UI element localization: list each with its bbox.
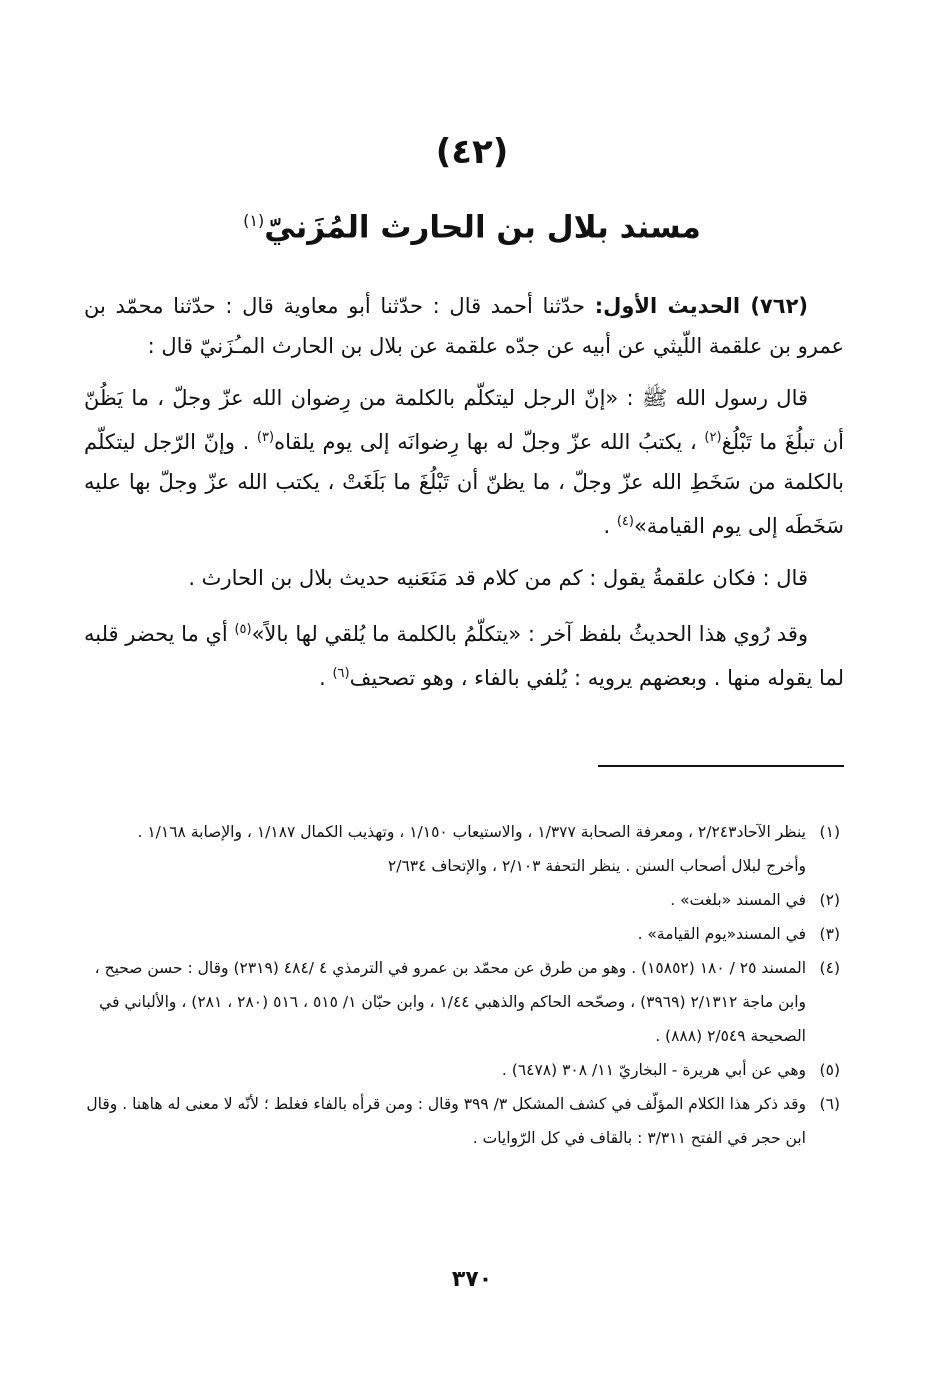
footnote-text: المسند ٢٥ / ١٨٠ (١٥٨٥٢) . وهو من طرق عن محمّد بن عمرو في الترمذي ٤ /٤٨٤ (٢٣١٩) وقال : حسن صحيح ، وابن ماجة ٢/١٣١٢ (٣٩٦٩) ، وصحّحه الحاكم والذهبي ١/٤٤ ، وابن حبّان ١/ ٥١٥ ، ٥١٦ (٢٨٠ ، ٢٨١) ، والألباني في الصحيحة ٢/٥٤٩ (٨٨٨) . xyxy=(94,959,806,1045)
matn-part-2: ، يكتبُ الله عزّ وجلّ له بها رِضوانَه إلى يوم يلقاه xyxy=(274,430,705,454)
footnote-text: في المسند«يوم القيامة» . xyxy=(637,925,806,943)
footnote-number: (١) xyxy=(819,823,840,841)
chapter-title-footnote-ref: (١) xyxy=(243,211,265,230)
alqama-paragraph: قال : فكان علقمةُ يقول : كم من كلام قد مَنَعَنيه حديث بلال بن الحارث . xyxy=(188,566,808,590)
variant-part-2: أي ما يحضر قلبه لما يقوله منها . وبعضهم يرويه : يُلفي بالفاء ، وهو تصحيف xyxy=(84,622,844,690)
footnote-3 xyxy=(84,917,840,951)
chapter-title-text: مسند بلال بن الحارث المُزَنيّ xyxy=(264,209,701,246)
footnote-ref-5: (٥) xyxy=(234,622,252,637)
footnote-divider xyxy=(598,765,844,767)
variant-part-1: وقد رُوي هذا الحديثُ بلفظ آخر : «يتكلّمُ بالكلمة ما يُلقي لها بالاً» xyxy=(251,622,808,646)
chapter-title xyxy=(0,196,944,252)
footnote-4 xyxy=(84,951,840,1053)
footnote-text: وهي عن أبي هريرة - البخاريّ ١١/ ٣٠٨ (٦٤٧٨) . xyxy=(501,1061,806,1079)
footnote-ref-2: (٢) xyxy=(704,430,722,445)
footnote-number: (٢) xyxy=(819,891,840,909)
variant-paragraph xyxy=(84,610,844,698)
footnote-ref-3: (٣) xyxy=(256,430,275,445)
hadith-isnad: حدّثنا أحمد قال : حدّثنا أبو معاوية قال : حدّثنا محمّد بن عمرو بن علقمة اللّيثي عن أبيه عن جدّه علقمة عن بلال بن الحارث المـُزَنيّ قال : xyxy=(84,294,844,358)
footnote-number: (٤) xyxy=(819,959,840,977)
footnote-text: في المسند «بلغت» . xyxy=(670,891,806,909)
footnotes xyxy=(84,815,840,1155)
variant-end: . xyxy=(319,666,333,690)
footnote-text: وقد ذكر هذا الكلام المؤلّف في كشف المشكل ٣/ ٣٩٩ وقال : ومن قرأه بالفاء فغلط ؛ لأنّه لا معنى له هاهنا . وقال ابن حجر في الفتح ٣/٣١١ : بالقاف في كل الرّوايات . xyxy=(86,1095,806,1147)
footnote-number: (٣) xyxy=(819,925,840,943)
matn-part-1: قال رسول الله ﷺ : «إنّ الرجل ليتكلّم بالكلمة من رِضوان الله عزّ وجلّ ، ما يَظُنّ أن تبلُغَ ما تَبْلُغ xyxy=(84,386,844,454)
footnote-number: (٦) xyxy=(819,1095,840,1113)
footnote-1 xyxy=(84,815,840,849)
matn-part-3: . وإنّ الرّجل ليتكلّم بالكلمة من سَخَطِ الله عزّ وجلّ ، ما يظنّ أن تَبْلُغَ ما بَلَغَتْ ، يكتب الله عزّ وجلّ بها عليه سَخَطَه إلى يوم القيامة» xyxy=(84,430,844,538)
footnote-6 xyxy=(84,1087,840,1155)
footnote-5 xyxy=(84,1053,840,1087)
footnote-ref-4: (٤) xyxy=(616,514,634,529)
footnote-2 xyxy=(84,883,840,917)
footnote-ref-6: (٦) xyxy=(332,666,350,681)
matn-end: . xyxy=(603,514,617,538)
main-text xyxy=(84,286,844,710)
footnote-number: (٥) xyxy=(819,1061,840,1079)
hadith-label: (٧٦٢) الحديث الأول: xyxy=(594,294,808,318)
hadith-isnad-paragraph xyxy=(84,286,844,366)
chapter-number: (٤٢) xyxy=(435,132,509,172)
page-number: ٣٧٠ xyxy=(451,1267,493,1292)
footnote-text: ينظر الآحاد٢/٢٤٣ ، ومعرفة الصحابة ١/٣٧٧ ، والاستيعاب ١/١٥٠ ، وتهذيب الكمال ١/١٨٧ ، والإصابة ١/١٦٨ . xyxy=(137,823,806,841)
footnote-1-extra: وأخرج لبلال أصحاب السنن . ينظر التحفة ٢/١٠٣ ، والإتحاف ٢/٦٣٤ xyxy=(387,857,806,875)
hadith-matn-paragraph xyxy=(84,378,844,546)
